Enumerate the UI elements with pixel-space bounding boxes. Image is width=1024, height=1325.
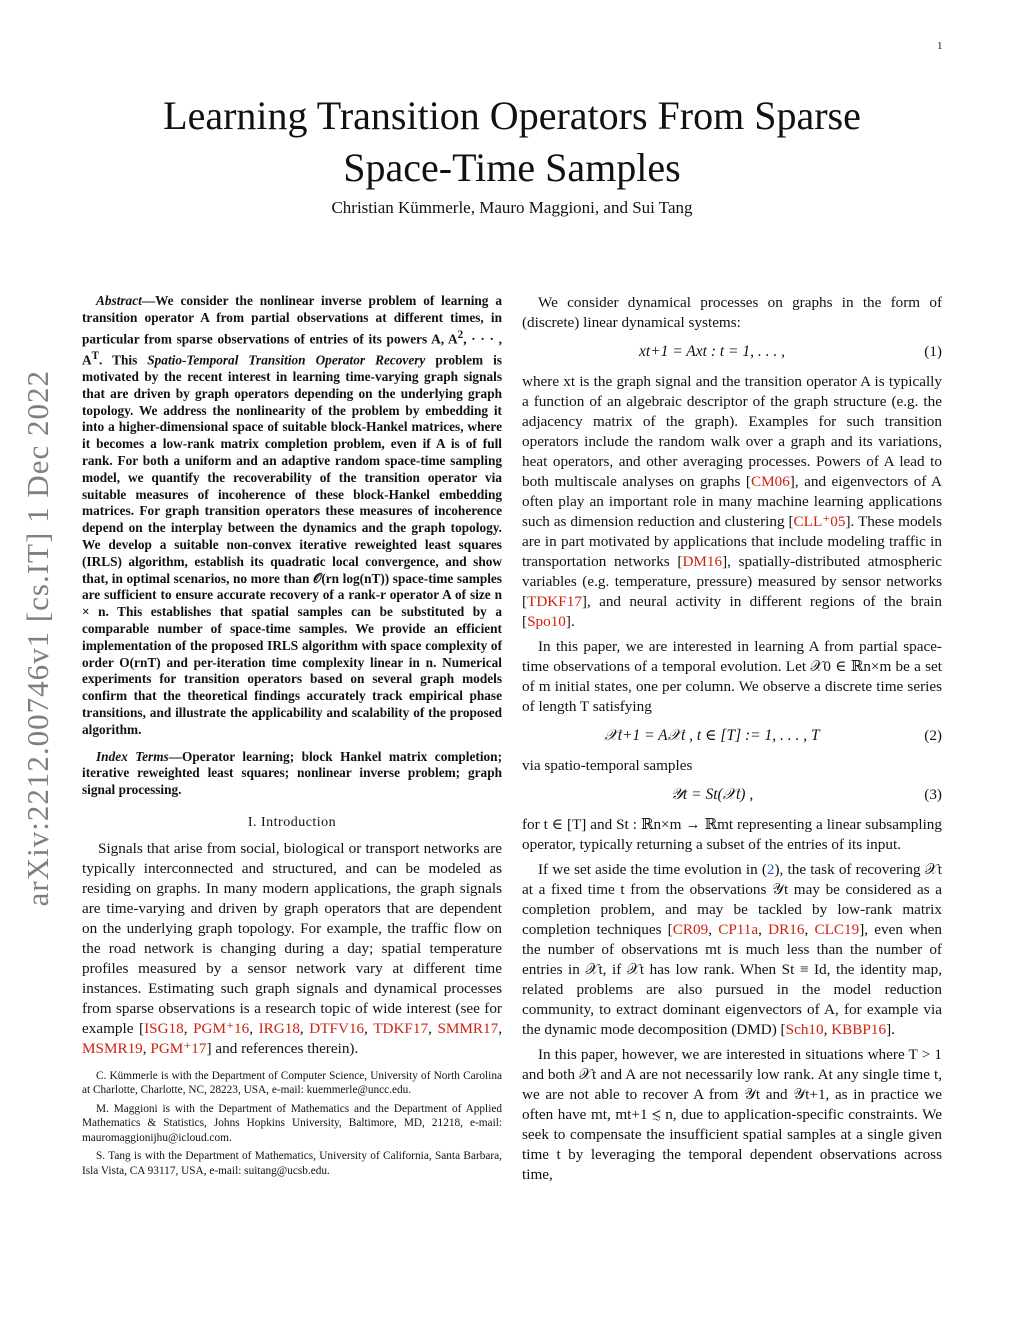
citation-link[interactable]: CP11a [718, 921, 759, 938]
citation-link[interactable]: IRG18 [258, 1019, 300, 1037]
abstract-label: Abstract [96, 293, 142, 308]
index-terms-label: Index Terms [96, 748, 169, 764]
equation-3-expression: 𝒴t = St(𝒳t) , [670, 786, 754, 803]
equation-2-expression: 𝒳t+1 = A𝒳t , t ∈ [T] := 1, . . . , T [604, 727, 820, 744]
citation-link[interactable]: MSMR19 [82, 1039, 143, 1057]
footnote-kummerle: C. Kümmerle is with the Department of Computer Science, University of North Carolina at Charlotte, Charlotte, NC, 28223, USA, e-mail: kuemmerle@uncc.edu. [82, 1069, 502, 1097]
dynamics-intro: We consider dynamical processes on graphs in the form of (discrete) linear dynamical systems: [522, 294, 942, 331]
motivation-paragraph: In this paper, however, we are interested in situations where T > 1 and both 𝒳t and A are not necessarily low rank. At any single time t, we are not able to recover A from 𝒴t and 𝒴t+1, as in practice we often have mt, mt+1 ≲ n, due to application-specific constraints. We seek to compensate the insufficient spatial samples at a single given time t by leveraging the temporal dependent observations across time, [522, 1046, 942, 1183]
right-column [522, 293, 942, 1190]
index-terms: Index Terms—Operator learning; block Hankel matrix completion; iterative reweighted least squares; nonlinear inverse problem; graph signal processing. [82, 748, 502, 798]
sampling-intro: via spatio-temporal samples [522, 757, 693, 774]
title-line-2: Space-Time Samples [343, 145, 681, 190]
equation-reference-link[interactable]: 2 [766, 861, 775, 878]
author-list: Christian Kümmerle, Mauro Maggioni, and Sui Tang [331, 198, 693, 217]
citation-link[interactable]: SMMR17 [437, 1019, 499, 1037]
citation-link[interactable]: CR09 [672, 921, 709, 938]
footnote-tang: S. Tang is with the Department of Mathematics, University of California, Santa Barbara, Isla Vista, CA 93117, USA, e-mail: suitang@ucsb.edu. [82, 1150, 502, 1177]
problem-paragraph: In this paper, we are interested in learning A from partial space-time observations of a temporal evolution. Let 𝒳0 ∈ ℝn×m be a set of m initial states, one per column. We observe a discrete time series of length T satisfying [522, 638, 942, 715]
citation-link[interactable]: PGM⁺16 [193, 1019, 250, 1037]
citation-link[interactable]: DM16 [682, 553, 723, 570]
intro-paragraph: Signals that arise from social, biological or transport networks are typically interconnected and structured, and can be modeled as residing on graphs. In many modern applications, the graph signals are time-varying and driven by graph operators that are dependent on the underlying graph topology. For example, the traffic flow on the road network is changing during a day; spatial temperature profiles measured by a sensor network vary at different time instances. Estimating such graph signals and dynamical processes from sparse observations is a research topic of wide interest (see for example [ISG18, PGM⁺16, IRG18, DTFV16, TDKF17, SMMR17, MSMR19, PGM⁺17] and references therein). [82, 839, 503, 1057]
equation-2 [522, 722, 942, 750]
citation-link[interactable]: DR16 [768, 921, 805, 938]
equation-3-number: (3) [924, 786, 942, 803]
footnote-maggioni: M. Maggioni is with the Department of Mathematics and the Department of Applied Mathematics & Statistics, Johns Hopkins University, Baltimore, MD, 21218, e-mail: mauromaggionijhu@icloud.com. [82, 1102, 502, 1144]
citation-link[interactable]: CLC19 [814, 921, 860, 938]
citation-link[interactable]: Spo10 [527, 613, 566, 630]
abstract: Abstract—We consider the nonlinear inverse problem of learning a transition operator A from partial observations at different times, in particular from sparse observations of entries of its powers A, $A^2$, · · · , $A^T$. This Spatio-Temporal Transition Operator Recovery problem is motivated by the recent interest in learning time-varying graph signals that are driven by graph operators depending on the underlying graph topology. We address the nonlinearity of the problem by embedding it into a higher-dimensional space of suitable block-Hankel matrices, where it becomes a low-rank matrix completion problem, even if A is of full rank. For both a uniform and an adaptive random space-time sampling model, we quantify the recoverability of the transition operator via suitable measures of incoherence of these block-Hankel embedding matrices. For graph transition operators these measures of incoherence depend on the interplay between the dynamics and the graph topology. We develop a suitable non-convex iterative reweighted least squares (IRLS) algorithm, establish its quadratic local convergence, and show that, in optimal scenarios, no more than 𝒪(rn log(nT)) space-time samples are sufficient to ensure accurate recovery of a rank-r operator A of size n × n. This establishes that spatial samples can be substituted by a comparable number of space-time samples. We provide an efficient implementation of the proposed IRLS algorithm with space complexity of order O(rnT) and per-iteration time complexity linear in n. Numerical experiments for transition operators based on several graph models confirm that the theoretical findings accurately track empirical phase transitions, and illustrate the applicability and scalability of the proposed algorithm. [82, 293, 502, 737]
title-line-1: Learning Transition Operators From Sparse [163, 93, 861, 138]
citation-link[interactable]: TDKF17 [527, 593, 582, 610]
equation-1 [522, 338, 942, 366]
equation-1-number: (1) [924, 343, 942, 360]
equation-3 [522, 781, 942, 809]
citation-link[interactable]: PGM⁺17 [150, 1039, 207, 1057]
citation-link[interactable]: CM06 [750, 473, 790, 490]
citation-link[interactable]: TDKF17 [373, 1019, 429, 1037]
citation-link[interactable]: KBBP16 [831, 1021, 887, 1038]
page-number: 1 [937, 40, 943, 52]
footnotes [82, 1069, 502, 1179]
equation-2-number: (2) [924, 727, 942, 744]
arxiv-identifier: arXiv:2212.00746v1 [cs.IT] 1 Dec 2022 [20, 370, 55, 907]
subsampling-paragraph: for t ∈ [T] and St : ℝn×m → ℝmt representing a linear subsampling operator, typically returning a subset of the entries of its input. [522, 816, 942, 853]
completion-paragraph: If we set aside the time evolution in (2), the task of recovering 𝒳t at a fixed time t from the observations 𝒴t may be considered as a completion problem, and may be tackled by low-rank matrix completion techniques [CR09, CP11a, DR16, CLC19], even when the number of observations mt is much less than the number of entries in 𝒳t, if 𝒳t has low rank. When St ≡ Id, the identity map, related problems are also pursued in the model reduction community, to extract dominant eigenvectors of A, for example via the dynamic mode decomposition (DMD) [Sch10, KBBP16]. [522, 861, 943, 1038]
equation-1-expression: xt+1 = Axt : t = 1, . . . , [638, 343, 786, 360]
citation-link[interactable]: DTFV16 [309, 1019, 365, 1037]
abstract-emphasis: Spatio-Temporal Transition Operator Recovery [147, 352, 426, 368]
left-column [82, 293, 502, 1182]
citation-link[interactable]: CLL⁺05 [793, 513, 846, 530]
citation-link[interactable]: ISG18 [144, 1019, 184, 1037]
paper-title [100, 90, 924, 194]
section-heading-introduction: I. Introduction [247, 814, 337, 830]
citation-link[interactable]: Sch10 [785, 1021, 824, 1038]
operator-paragraph: where xt is the graph signal and the transition operator A is typically a function of an algebraic descriptor of the graph structure (e.g. the adjacency matrix of the graph). Examples for such transition operators include the random walk over a graph and its variations, heat operators, and other averaging processes. Powers of A lead to both multiscale analyses on graphs [CM06], and eigenvectors of A often play an important role in many machine learning applications such as dimension reduction and clustering [CLL⁺05]. These models are in part motivated by applications that include modeling traffic in transportation networks [DM16], spatially-distributed atmospheric variables (e.g. temperature, pressure) measured by sensor networks [TDKF17], and neural activity in different regions of the brain [Spo10]. [522, 373, 943, 630]
